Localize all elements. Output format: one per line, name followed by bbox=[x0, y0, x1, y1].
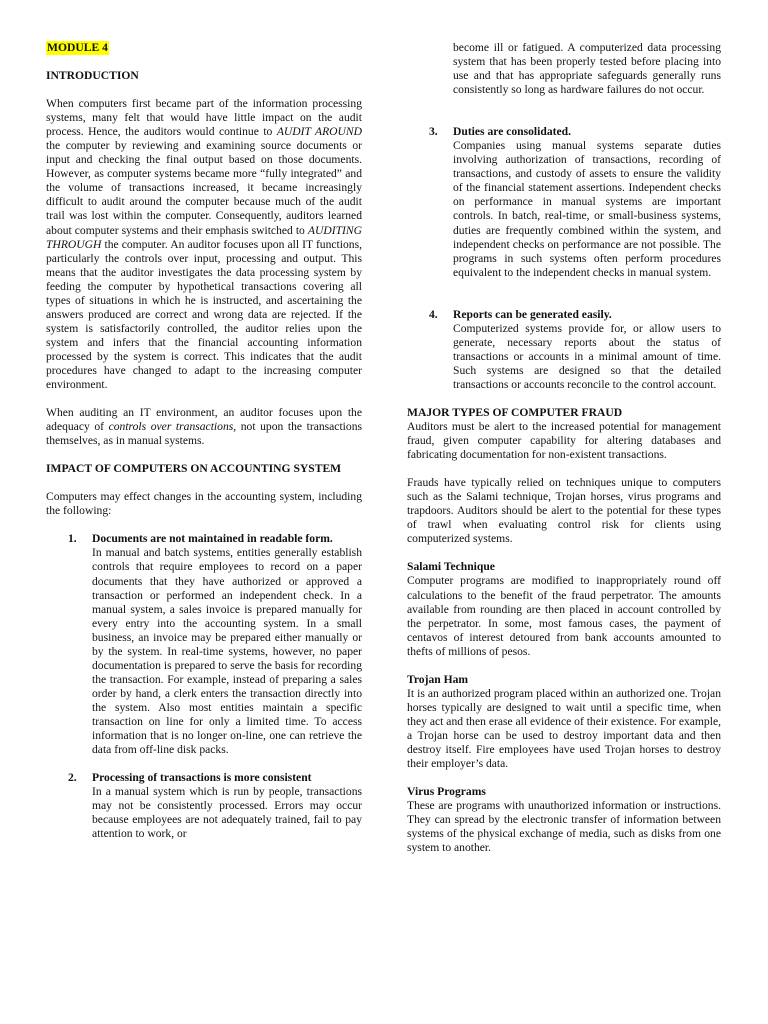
item-text: In a manual system which is run by people, transactions may not be consistently processed. Errors may occur because employees are not adequately trained, fail to pay attention to work, or bbox=[92, 785, 362, 841]
controls-term: controls over transactions, bbox=[108, 420, 237, 434]
item-number: 3. bbox=[429, 125, 438, 139]
trojan-heading: Trojan Ham bbox=[407, 672, 469, 686]
virus-heading: Virus Programs bbox=[407, 785, 486, 799]
item-title: Reports can be generated easily. bbox=[453, 307, 612, 321]
item-title: Processing of transactions is more consistent bbox=[92, 771, 312, 785]
item-title: Duties are consolidated. bbox=[453, 125, 571, 139]
intro-paragraph-1: When computers first became part of the information processing systems, many felt that would have little impact on the audit process. Hence, the auditors would continue to AUDIT AROUND the computer by reviewing and examining source documents or input and checking the final output based on those documents. However, as computer systems became more “fully integrated” and the volume of transactions increased, it became increasingly difficult to audit around the computer because much of the audit trail was lost within the computer. Consequently, auditors learned about computer systems and their emphasis switched to AUDITING THROUGH the computer. An auditor focuses upon all IT functions, particularly the controls over input, processing and output. This means that the auditor investigates the data processing system by feeding the computer by hypothetical transactions covering all types of situations in which he is instructed, and ascertaining the answers produced are correct and wrong data are rejected. If the system is satisfactorily controlled, the auditor relies upon the system and infers that the financial accounting information processed by the system is correct. This indicates that the audit procedures have changed to adapt to the increasing computer environment. bbox=[46, 97, 362, 392]
left-column bbox=[46, 41, 362, 855]
list-item bbox=[407, 308, 721, 392]
module-label: MODULE 4 bbox=[47, 41, 108, 54]
introduction-heading: INTRODUCTION bbox=[46, 69, 139, 83]
item-number: 1. bbox=[68, 532, 77, 546]
list-item bbox=[407, 125, 721, 280]
impact-heading: IMPACT OF COMPUTERS ON ACCOUNTING SYSTEM bbox=[46, 462, 342, 476]
list-item bbox=[46, 532, 362, 757]
item-text-continued: become ill or fatigued. A computerized data processing system that has been properly tested before placing into use and that has appropriate safeguards generally runs consistently so long as hardware failures do not occur. bbox=[453, 41, 721, 97]
audit-around-term: AUDIT AROUND bbox=[276, 125, 362, 139]
list-item bbox=[46, 771, 362, 841]
auditing-through-term: AUDITING THROUGH bbox=[46, 223, 362, 251]
fraud-paragraph-2: Frauds have typically relied on techniques unique to computers such as the Salami technique, Trojan horses, virus programs and trapdoors. Auditors should be alert to the potential for these types of trawl when evaluating control risk for clients using computerized systems. bbox=[407, 476, 721, 546]
item-number: 2. bbox=[68, 771, 77, 785]
item-number: 4. bbox=[429, 307, 438, 321]
item-text: Companies using manual systems separate duties involving authorization of transactions, recording of transactions, and custody of assets to ensure the validity of the financial statement assertions. Independent checks on performance in manual systems are important controls. In batch, real-time, or small-business systems, duties are frequently combined within the system, and independent checks on performance are not possible. The programs in such systems often perform procedures equivalent to the independent checks in manual system. bbox=[453, 139, 721, 279]
trojan-text: It is an authorized program placed within an authorized one. Trojan horses typically are designed to wait until a specific time, when they act and then erase all evidence of their existence. For example, a Trojan horse can be used to destroy important data and then destroy itself. Fire employees have used Trojan horses to destroy their employer’s data. bbox=[407, 686, 721, 771]
virus-text: These are programs with unauthorized information or instructions. They can spread by the electronic transfer of information between systems of the physical exchange of media, such as disks from one system to another. bbox=[407, 799, 721, 855]
intro-paragraph-2: When auditing an IT environment, an auditor focuses upon the adequacy of controls over transactions, not upon the transactions themselves, as in manual systems. bbox=[46, 406, 363, 448]
item-text: Computerized systems provide for, or allow users to generate, necessary reports about the status of transactions or accounts in a minimal amount of time. Such systems are designed so that the detailed transactions or accounts reconcile to the control account. bbox=[453, 321, 721, 391]
fraud-heading: MAJOR TYPES OF COMPUTER FRAUD bbox=[407, 405, 623, 419]
item-title: Documents are not maintained in readable form. bbox=[92, 532, 333, 546]
impact-intro: Computers may effect changes in the accounting system, including the following: bbox=[46, 490, 362, 518]
fraud-paragraph-1: Auditors must be alert to the increased potential for management fraud, given computer capability for altering databases and fabricating documentation for non-existent transactions. bbox=[407, 420, 721, 462]
item-text: In manual and batch systems, entities generally establish controls that require employees to record on a paper documents that they have authorized or approved a transaction or performed an independent check. In a manual system, a sales invoice is prepared manually for every entry into the accounting system. In a small business, an invoice may be prepared either manually or by the system. In real-time systems, however, no paper documentation is prepared to serve the basis for recording the transaction. For example, instead of preparing a sales order by hand, a clerk enters the transaction directly into the system. Also most entities maintain a specific transaction on line for only a limited time. To access information that is no longer on-line, one can retrieve the data from off-line disk packs. bbox=[92, 546, 362, 757]
right-column bbox=[407, 41, 721, 869]
salami-heading: Salami Technique bbox=[407, 560, 495, 574]
salami-text: Computer programs are modified to inappropriately round off calculations to the benefit of the fraud perpetrator. The amounts available from rounding are then placed in account controlled by the perpetrator. In some, most famous cases, the payment of centavos of interest detoured from bank accounts amounted to thefts of millions of pesos. bbox=[407, 574, 721, 658]
